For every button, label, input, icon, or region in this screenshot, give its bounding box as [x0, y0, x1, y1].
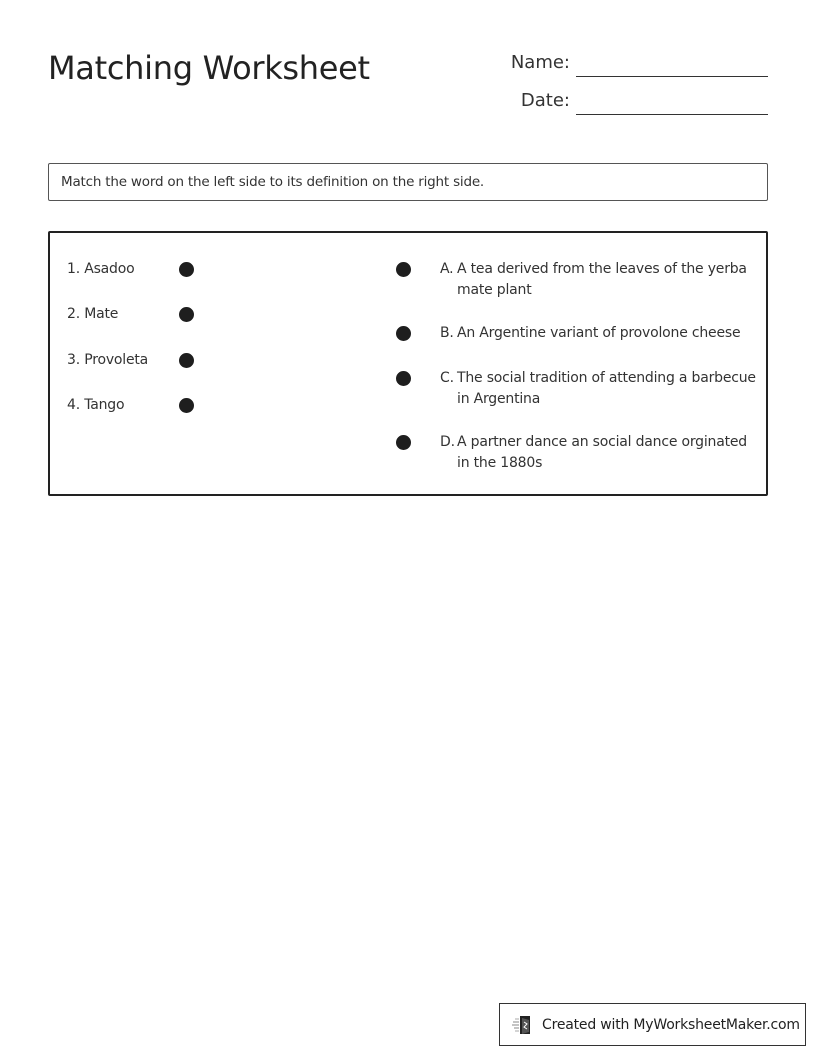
definition-connector-dot[interactable] [396, 371, 411, 386]
name-field [500, 50, 768, 78]
definition-item [440, 323, 760, 344]
term-item: 2. Mate [67, 306, 119, 322]
definition-item [440, 368, 760, 410]
date-label: Date: [520, 90, 570, 111]
footer-text: Created with MyWorksheetMaker.com [542, 1016, 800, 1033]
term-connector-dot[interactable] [179, 353, 194, 368]
definition-item [440, 259, 760, 301]
definition-text: An Argentine variant of provolone cheese [457, 325, 741, 341]
definition-connector-dot[interactable] [396, 262, 411, 277]
term-item: 4. Tango [67, 397, 125, 413]
worksheet-maker-logo-icon [512, 1014, 536, 1036]
page-title: Matching Worksheet [48, 49, 370, 87]
matching-box [48, 231, 768, 496]
definition-letter: B. [440, 325, 454, 341]
definition-connector-dot[interactable] [396, 326, 411, 341]
term-connector-dot[interactable] [179, 307, 194, 322]
term-item: 3. Provoleta [67, 352, 149, 368]
definition-item [440, 432, 760, 474]
date-field [500, 88, 768, 116]
definition-text: A partner dance an social dance orginated in the 1880s [457, 434, 747, 471]
name-input-line[interactable] [576, 76, 768, 77]
definition-text: A tea derived from the leaves of the yerba mate plant [457, 261, 747, 298]
date-input-line[interactable] [576, 114, 768, 115]
definition-connector-dot[interactable] [396, 435, 411, 450]
definition-letter: C. [440, 370, 454, 386]
definition-letter: D. [440, 434, 455, 450]
term-connector-dot[interactable] [179, 262, 194, 277]
name-label: Name: [510, 52, 570, 73]
footer-credit[interactable] [499, 1003, 806, 1046]
definition-letter: A. [440, 261, 454, 277]
definition-text: The social tradition of attending a barbecue in Argentina [457, 370, 756, 407]
instructions-box: Match the word on the left side to its definition on the right side. [48, 163, 768, 201]
term-connector-dot[interactable] [179, 398, 194, 413]
term-item: 1. Asadoo [67, 261, 135, 277]
